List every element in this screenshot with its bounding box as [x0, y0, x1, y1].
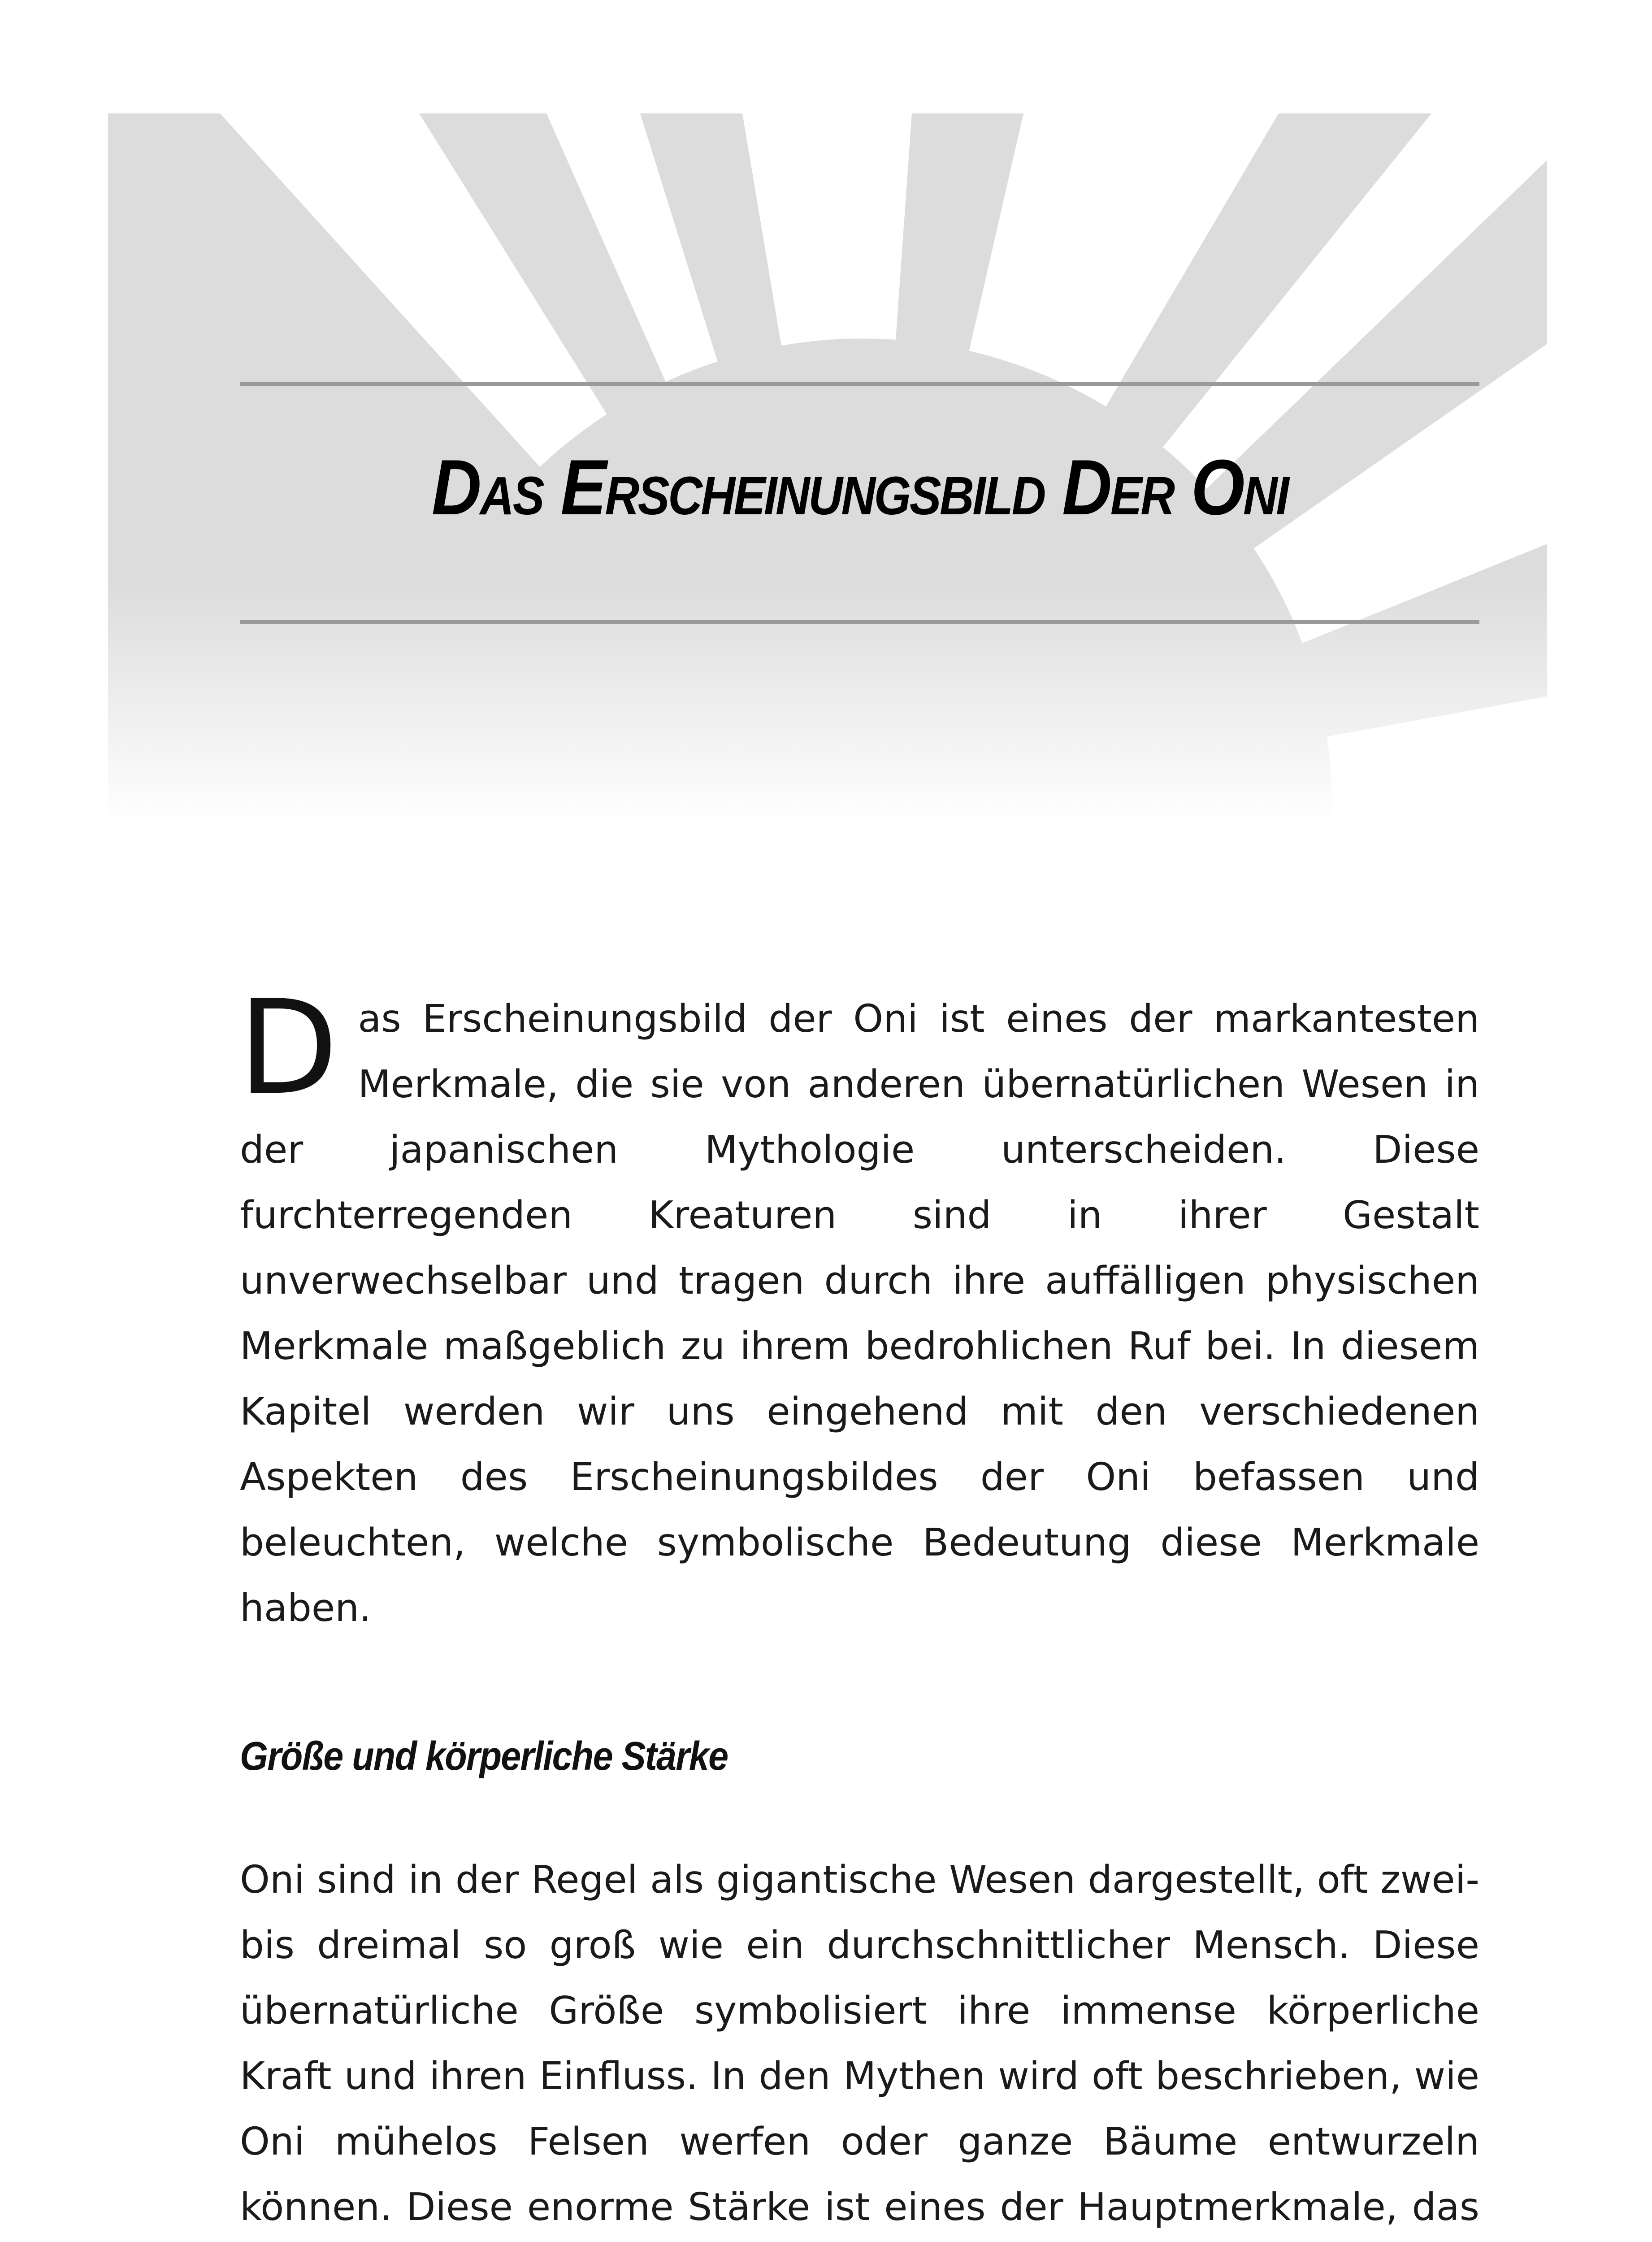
section-paragraph [240, 1847, 1479, 2242]
title-rule-top [240, 382, 1479, 386]
intro-paragraph-text: as Erscheinungsbild der Oni ist eines der markantesten Merkmale, die sie von anderen übernatürlichen Wesen in der japanischen Mythologie unterscheiden. Diese furchterregenden Kreaturen sind in ihrer Gestalt unverwechselbar und tragen durch ihre auffälligen physischen Merkmale maßgeblich zu ihrem bedrohlichen Ruf bei. In diesem Kapitel werden wir uns eingehend mit den verschiedenen Aspekten des Erscheinungsbildes der Oni befassen und beleuchten, welche symbolische Bedeutung diese Merkmale haben. [240, 997, 1479, 1630]
chapter-title [314, 444, 1405, 531]
section-paragraph-text: Oni sind in der Regel als gigantische Wesen dargestellt, oft zwei- bis dreimal so groß wie ein durchschnittlicher Mensch. Diese übernatürliche Größe symbolisiert ihre immense körperliche Kraft und ihren Einfluss. In den Mythen wird oft beschrieben, wie Oni mühelos Felsen werfen oder ganze Bäume entwurzeln können. Diese enorme Stärke ist eines der Hauptmerkmale, das [240, 1858, 1479, 2229]
drop-cap: D [238, 973, 338, 1124]
chapter-title-text: DAS ERSCHEINUNGSBILD DER ONI [431, 444, 1288, 531]
intro-paragraph [238, 973, 1479, 1641]
body-text [238, 973, 1479, 2242]
title-rule-bottom [240, 620, 1479, 624]
section-heading [240, 1736, 1356, 1777]
section-heading-text: Größe und körperliche Stärke [240, 1734, 728, 1779]
